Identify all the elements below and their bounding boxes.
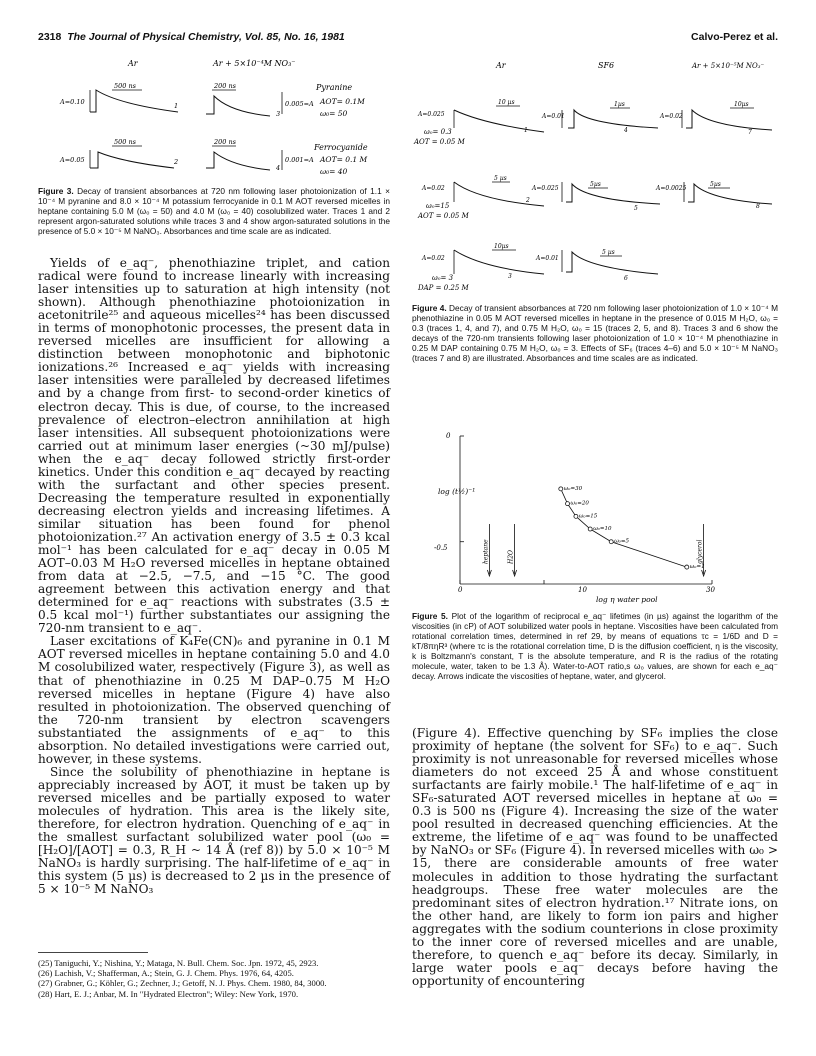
fig5-arrow-label-0: heptane — [482, 539, 490, 564]
reference-26: (26) Lachish, V.; Shafferman, A.; Stein, G. J. Chem. Phys. 1976, 64, 4205. — [38, 968, 294, 979]
fig3-trace1-abs: A=0.10 — [60, 98, 85, 106]
fig4-row3-num2: 6 — [624, 275, 628, 282]
reference-25: (25) Taniguchi, Y.; Nishina, Y.; Mataga, N. Bull. Chem. Soc. Jpn. 1972, 45, 2923. — [38, 958, 319, 968]
reference-28: (28) Hart, E. J.; Anbar, M. In "Hydrated Electron"; Wiley: New York, 1970. — [38, 988, 299, 999]
fig5-point-label-5: ω₀=1 — [689, 564, 705, 571]
fig3-trace1-scale: 500 ns — [114, 82, 136, 90]
fig5-arrow-label-1: H2O — [507, 550, 515, 564]
fig4-trace7 — [686, 110, 772, 130]
fig5-point-5 — [685, 565, 689, 569]
fig3-ferro-aot: AOT= 0.1 M — [320, 155, 368, 164]
fig4-row2-scale1: 5 µs — [494, 175, 507, 182]
fig4-col-ar-nitrate: Ar + 5×10⁻⁵M NO₃⁻ — [692, 62, 765, 70]
fig4-row1-scale1: 10 µs — [498, 99, 515, 106]
fig4-row3-scale1: 10µs — [494, 243, 509, 250]
fig4-trace8 — [688, 184, 772, 204]
fig4-trace4 — [568, 110, 658, 128]
journal-title: The Journal of Physical Chemistry, Vol. 85, No. 16, 1981 — [67, 31, 345, 43]
fig4-row3-abs2: A=0.01 — [536, 255, 559, 262]
fig5-x-tick-10: 10 — [578, 586, 587, 594]
right-paragraph-1: (Figure 4). Effective quenching by SF₆ implies the close proximity of heptane (the solvent for SF₆) to e_aq⁻. Such proximity is not unreasonable for reversed micelles whose diameters do not exceed 25 Å and whose constituent surfactants are fairly mobile.¹ The half-lifetime of e_aq⁻ in SF₆-saturated AOT reversed micelles in heptane at ω₀ = 0.3 is 500 ns (Figure 4). Increasing the size of the water pool resulted in decreased quenching efficiencies. At the extreme, the lifetime of e_aq⁻ was found to be unaffected by NaNO₃ or SF₆ (Figure 4). In reversed micelles with ω₀ > 15, there are considerable amounts of free water molecules in addition to those hydrating the surfactant headgroups. These free water molecules are the predominant sites of electron hydration.¹⁷ Nitrate ions, on the other hand, are likely to form ion pairs and higher aggregates with the sodium counterions in close proximity to the inner core of reversed micelles and are unable, therefore, to quench e_aq⁻ before its decay. Similarly, in large water pools e_aq⁻ decays before having the opportunity of encountering — [412, 726, 778, 988]
fig3-trace1 — [90, 90, 178, 112]
figure-3-caption — [38, 186, 390, 236]
fig5-caption-text: Plot of the logarithm of reciprocal e_aq⁻ lifetimes (in µs) against the logarithm of the viscosities (in cP) of AOT solubilized water pools in heptane. Viscosities have been calculated from rotational correlation times, determined in ref 29, by means of equations τc = 1/6D and D = kT/8πηR³ (where τc is the rotational correlation time, D is the diffusion coefficient, η is the viscosity, k is Boltzmann's constant, T is the absolute temperature, and R is the radius of the rotating molecule, water, taken to be 1.3 Å). Water-to-AOT ratio,s ω₀ values, are shown for each e_aq⁻ decay. Arrows indicate the viscosities of heptane, water, and glycerol. — [412, 611, 779, 681]
figure-3 — [38, 52, 388, 184]
fig3-trace4-num: 4 — [276, 164, 281, 172]
fig4-trace3 — [454, 250, 544, 274]
fig4-row2-scale3: 5µs — [710, 181, 721, 188]
page-header-authors: Calvo-Perez et al. — [691, 31, 778, 43]
fig4-row2-abs1: A=0.02 — [422, 185, 445, 192]
fig4-row1-num3: 7 — [748, 129, 752, 136]
fig4-row3-dap: DAP = 0.25 M — [418, 284, 469, 292]
reference-27: (27) Grabner, G.; Köhler, G.; Zechner, J.; Getoff, N. J. Phys. Chem. 1980, 84, 3000. — [38, 978, 327, 989]
fig5-x-tick-0: 0 — [458, 586, 463, 594]
figure-5-caption — [412, 611, 778, 681]
fig3-trace3-num: 3 — [276, 110, 281, 118]
fig3-trace4-scale: 200 ns — [214, 138, 236, 146]
fig5-point-2 — [574, 514, 578, 518]
fig5-x-tick-30: 30 — [706, 586, 715, 594]
fig4-row1-w: ω₀= 0.3 — [424, 128, 452, 136]
fig3-trace3-abs: 0.005=A — [285, 100, 314, 108]
left-paragraph-2: Laser excitations of K₄Fe(CN)₆ and pyranine in 0.1 M AOT reversed micelles in heptane containing 5.0 and 4.0 M cosolubilized water, respectively (Figure 3), as well as that of phenothiazine in 0.25 M DAP–0.75 M H₂O reversed micelles in heptane (Figure 4) have also resulted in photoionization. The observed quenching of the 720-nm transient by electron scavengers substantiated the assignments of e_aq⁻ to this absorption. No detailed investigations were carried out, however, in these systems. — [38, 634, 390, 766]
fig3-col-nitrate: Ar + 5×10⁻⁴M NO₃⁻ — [213, 59, 296, 68]
fig3-trace2-num: 2 — [174, 158, 179, 166]
fig5-point-label-3: ω₀=10 — [593, 526, 612, 533]
fig4-row1-scale3: 10µs — [734, 101, 749, 108]
fig5-xlabel: log η water pool — [596, 595, 658, 604]
page-number: 2318 — [38, 31, 62, 43]
fig5-caption-label: Figure 5. — [412, 611, 448, 621]
fig4-row3-w: ω₀= 3 — [432, 274, 454, 282]
fig3-trace4 — [206, 152, 270, 170]
fig4-caption-label: Figure 4. — [412, 303, 447, 313]
footnote-rule — [38, 952, 148, 953]
fig4-row2-abs3: A=0.0025 — [656, 185, 687, 192]
fig5-point-label-2: ω₀=15 — [578, 513, 598, 520]
fig4-row1-num1: 1 — [524, 127, 528, 134]
left-column-text — [38, 257, 390, 896]
page-header-left — [38, 31, 345, 43]
fig4-row2-aot: AOT = 0.05 M — [418, 212, 469, 220]
fig4-row2-abs2: A=0.025 — [532, 185, 559, 192]
fig5-point-label-4: ω₀=5 — [614, 538, 630, 545]
fig5-point-0 — [559, 487, 563, 491]
fig4-caption-text: Decay of transient absorbances at 720 nm following laser photoionization of 1.0 × 10⁻⁴ M phenothiazine in 0.05 M AOT reversed micelles in heptane in the presence of 0.015 M H₂O, ω₀ = 0.3 (traces 1, 4, and 7), and 0.75 M H₂O, ω₀ = 15 (traces 2, 5, and 8). Traces 3 and 6 show the decays of the 720-nm transients following laser photoionization of 1.0 × 10⁻⁴ M phenothiazine in 0.25 M DAP containing 0.75 M H₂O, ω₀ = 3. Effects of SF₆ (traces 4–6) and 5.0 × 10⁻⁵ M NaNO₃ (traces 7 and 8) are illustrated. Absorbances and time scales are as indicated. — [412, 303, 779, 363]
fig4-col-sf6: SF6 — [598, 61, 615, 70]
figure-4 — [412, 52, 778, 300]
fig4-trace2 — [454, 182, 544, 206]
fig4-row1-num2: 4 — [624, 127, 628, 134]
right-column-text — [412, 727, 778, 988]
fig5-y-tick-0: 0 — [446, 432, 451, 440]
fig4-row2-w: ω₀=15 — [426, 202, 450, 210]
references — [38, 958, 390, 999]
fig3-col-ar: Ar — [128, 59, 138, 68]
fig5-ylabel: log (t½)⁻¹ — [438, 487, 476, 496]
fig4-row1-abs1: A=0.025 — [418, 111, 445, 118]
fig5-point-label-0: ω₀=30 — [563, 485, 583, 492]
fig5-point-1 — [566, 502, 570, 506]
fig3-caption-label: Figure 3. — [38, 186, 74, 196]
fig3-label-pyranine: Pyranine — [316, 83, 353, 92]
fig4-col-ar: Ar — [496, 61, 506, 70]
fig4-row2-scale2: 5µs — [590, 181, 601, 188]
fig4-row1-abs2: A=0.01 — [542, 113, 565, 120]
fig5-point-4 — [609, 540, 613, 544]
fig5-y-tick-neg05: -0.5 — [434, 544, 448, 552]
fig3-trace2-scale: 500 ns — [114, 138, 136, 146]
fig3-label-ferro: Ferrocyanide — [314, 143, 368, 152]
fig5-point-label-1: ω₀=20 — [570, 500, 589, 507]
fig3-pyranine-w: ω₀= 50 — [320, 109, 348, 118]
fig4-row3-scale2: 5 µs — [602, 249, 615, 256]
fig5-point-3 — [588, 527, 592, 531]
left-paragraph-1: Yields of e_aq⁻, phenothiazine triplet, and cation radical were found to increase linearly with increasing laser intensities up to saturation at high intensity (not shown). Although phenothiazine photoionization in acetonitrile²⁵ and aqueous micelles²⁴ has been discussed in terms of monophotonic processes, the present data in reversed micelles are insufficient for allowing a distinction between monophotonic and biphotonic ionizations.²⁶ Increased e_aq⁻ yields with increasing laser intensities were paralleled by decreased lifetimes and by a change from first- to second-order kinetics of electron decay. This is due, of course, to the increased prevalence of electron–electron annihilation at high laser intensities. All subsequent photoionizations were carried out at minimum laser energies (~30 mJ/pulse) when the e_aq⁻ decay followed strictly first-order kinetics. Under this condition e_aq⁻ decayed by reacting with the surfactant and other species present. Decreasing the temperature resulted in exponentially decreasing electron yields and increasing lifetimes. A similar situation has been found for phenol photoionization.²⁷ An activation energy of 3.5 ± 0.3 kcal mol⁻¹ has been calculated for e_aq⁻ decay in 0.05 M AOT–0.03 M H₂O reversed micelles in heptane obtained from data at −2.5, −7.5, and −15 °C. The good agreement between this activation energy and that determined for e_aq⁻ reactions with substrates (3.5 ± 0.5 kcal mol⁻¹) further substantiates our assigning the 720-nm transient to e_aq⁻. — [38, 256, 390, 636]
fig4-trace1 — [454, 110, 544, 132]
fig3-trace1-num: 1 — [174, 102, 179, 110]
fig4-row3-num1: 3 — [508, 273, 512, 280]
fig4-row2-num3: 8 — [756, 203, 760, 210]
fig3-trace4-abs: 0.001=A — [285, 156, 314, 164]
fig4-row2-num1: 2 — [526, 197, 530, 204]
fig4-row1-scale2: 1µs — [614, 101, 625, 108]
fig3-trace3-scale: 200 ns — [214, 82, 236, 90]
fig3-trace3 — [206, 96, 270, 116]
figure-4-caption — [412, 303, 778, 363]
fig3-caption-text: Decay of transient absorbances at 720 nm following laser photoionization of 1.1 × 10⁻⁴ M pyranine and 8.0 × 10⁻⁴ M potassium ferrocyanide in 0.1 M AOT reversed micelles in heptane containing 5.0 M (ω₀ = 50) and 4.0 M (ω₀ = 40) cosolubilized water. Traces 1 and 2 represent argon-saturated solutions while traces 3 and 4 show argon-saturated solutions in the presence of 5.0 × 10⁻⁵ M NaNO₃. Absorbances and time scale are as indicated. — [38, 186, 390, 236]
fig3-trace2-abs: A=0.05 — [60, 156, 85, 164]
figure-5-chart — [430, 424, 730, 604]
left-paragraph-3: Since the solubility of phenothiazine in heptane is appreciably increased by AOT, it must be taken up by reversed micelles and be partially exposed to water molecules of hydration. This area is the likely site, therefore, for electron hydration. Quenching of e_aq⁻ in the smallest surfactant solubilized water pool (ω₀ = [H₂O]/[AOT] = 0.3, R_H ~ 14 Å (ref 8)) by 5.0 × 10⁻⁵ M NaNO₃ is hardly surprising. The half-lifetime of e_aq⁻ in this system (5 µs) is decreased to 2 µs in the presence of 5 × 10⁻⁵ M NaNO₃ — [38, 764, 390, 897]
fig4-trace5 — [566, 184, 660, 204]
fig3-ferro-w: ω₀= 40 — [320, 167, 348, 176]
fig4-row1-abs3: A=0.02 — [660, 113, 683, 120]
fig3-trace2 — [90, 152, 174, 168]
fig4-row3-abs1: A=0.02 — [422, 255, 445, 262]
fig4-row1-aot: AOT = 0.05 M — [414, 138, 465, 146]
fig5-arrow-label-2: glycerol — [696, 539, 704, 564]
fig4-row2-num2: 5 — [634, 205, 638, 212]
fig3-pyranine-aot: AOT= 0.1M — [320, 97, 365, 106]
